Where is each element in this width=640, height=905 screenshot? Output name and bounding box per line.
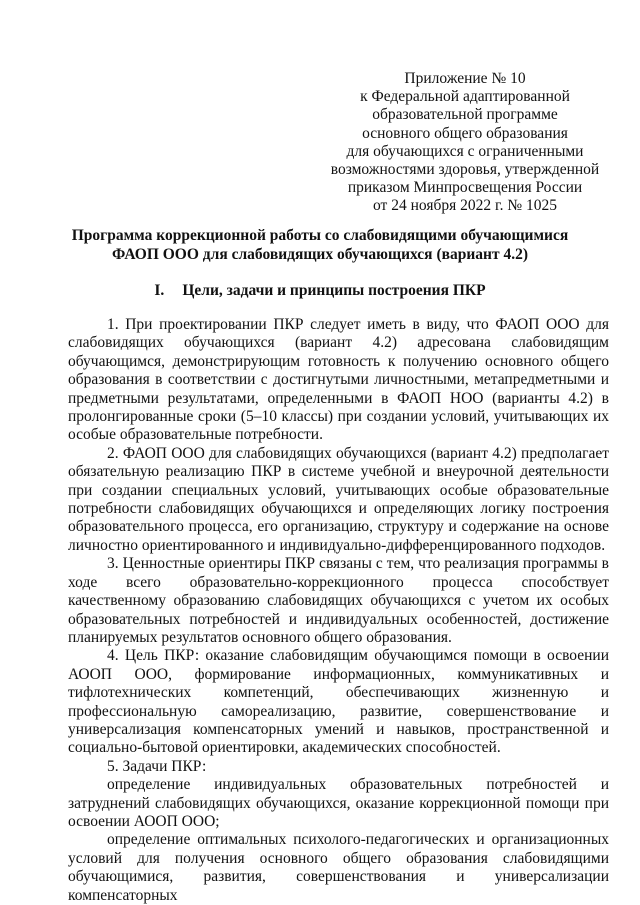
paragraph: определение индивидуальных образовательных потребностей и затруднений слабовидящих обучающихся, оказание коррекционной помощи при освоении АООП ООО; [68, 776, 609, 830]
paragraph: 5. Задачи ПКР: [107, 757, 207, 775]
appendix-line: возможностями здоровья, утвержденной [330, 161, 600, 179]
document-body [68, 316, 609, 905]
section-number: I. [154, 282, 165, 299]
title-line-2: ФАОП ООО для слабовидящих обучающихся (вариант 4.2) [112, 246, 528, 263]
paragraph: 2. ФАОП ООО для слабовидящих обучающихся (вариант 4.2) предполагает обязательную реализацию ПКР в системе учебной и внеурочной деятельности при создании специальных условий, учитывающих особые образовательные потребности слабовидящих обучающихся и определяющих логику построения образовательного процесса, его организацию, структуру и содержание на основе личностно ориентированного и индивидуально-дифференцированного подходов. [68, 444, 609, 554]
appendix-line: основного общего образования [362, 124, 568, 142]
appendix-line: к Федеральной адаптированной [360, 88, 570, 106]
appendix-line: от 24 ноября 2022 г. № 1025 [373, 197, 557, 215]
section-heading-text: Цели, задачи и принципы построения ПКР [182, 282, 486, 299]
appendix-line: Приложение № 10 [404, 70, 526, 87]
paragraph: определение оптимальных психолого-педагогических и организационных условий для получения основного общего образования слабовидящими обучающимися, развития, совершенствования и универсализации компенсаторных [68, 831, 609, 904]
title-line-1: Программа коррекционной работы со слабовидящими обучающимися [71, 227, 569, 244]
document-title [60, 226, 580, 264]
section-heading [60, 281, 580, 300]
paragraph: 4. Цель ПКР: оказание слабовидящим обучающимся помощи в освоении АООП ООО, формирование информационных, коммуникативных и тифлотехнических компетенций, обеспечивающих жизненную и профессиональную самореализацию, развитие, совершенствование и универсализация компенсаторных умений и навыков, пространственной и социально-бытовой ориентировки, академических способностей. [68, 647, 609, 757]
appendix-line: приказом Минпросвещения России [347, 179, 583, 197]
paragraph: 3. Ценностные ориентиры ПКР связаны с тем, что реализация программы в ходе всего образовательно-коррекционного процесса способствует качественному образованию слабовидящих обучающихся с учетом их особых образовательных потребностей и индивидуальных особенностей, достижение планируемых результатов основного общего образования. [68, 555, 609, 646]
appendix-header [330, 70, 600, 216]
appendix-line: для обучающихся с ограниченными [346, 142, 584, 160]
paragraph: 1. При проектировании ПКР следует иметь в виду, что ФАОП ООО для слабовидящих обучающихся (вариант 4.2) адресована слабовидящим обучающимся, демонстрирующим готовность к получению основного общего образования в соответствии с достигнутыми личностными, метапредметными и предметными результатами, определенными в ФАОП НОО (варианты 4.2) в пролонгированные сроки (5–10 классы) при создании условий, учитывающих их особые образовательные потребности. [68, 316, 609, 444]
appendix-line: образовательной программе [372, 106, 558, 124]
